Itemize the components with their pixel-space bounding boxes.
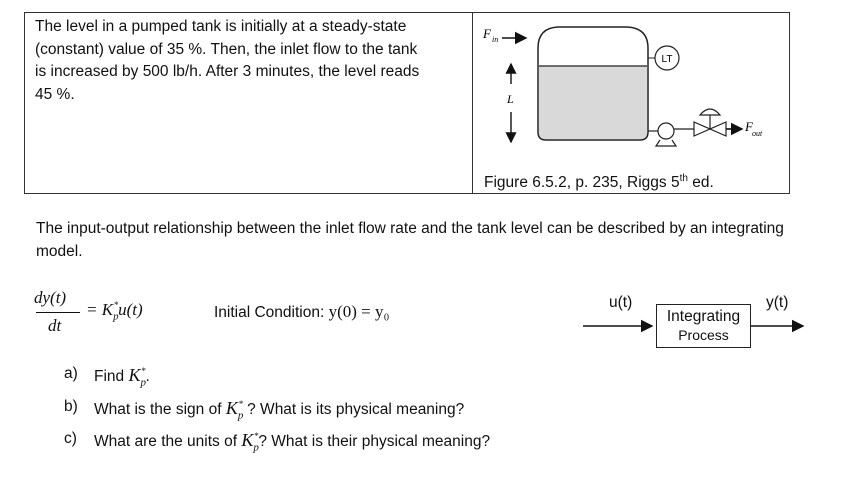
block-input-label: u(t) [609, 294, 633, 311]
block-output-label: y(t) [766, 294, 789, 311]
problem-line: The level in a pumped tank is initially at a steady-state [35, 18, 407, 35]
inlet-flow-sub: in [492, 35, 499, 44]
integrating-process-block [656, 304, 751, 348]
model-description: The input-output relationship between the inlet flow rate and the tank level can be described by an integrating model. [36, 220, 784, 260]
kp-symbol: $K_p^*$ [241, 430, 259, 454]
inlet-flow-label: F [483, 26, 491, 41]
equation-rhs: = $K_p^*u(t)$ [86, 300, 143, 323]
level-label: L [507, 92, 514, 106]
initial-condition: Initial Condition: y(0) = y₀ [214, 302, 390, 321]
problem-line: 45 %. [35, 85, 75, 103]
equation-denominator: dt [48, 316, 62, 335]
problem-line: (constant) value of 35 %. Then, the inlet flow to the tank [35, 40, 418, 58]
figure-caption: Figure 6.5.2, p. 235, Riggs 5th ed. [484, 173, 714, 192]
problem-line: is increased by 500 lb/h. After 3 minutes, the level reads [35, 63, 420, 80]
block-subtitle: Process [678, 327, 729, 343]
block-title: Integrating [666, 308, 741, 325]
kp-symbol: $K_p^*$ [128, 365, 146, 389]
equation-numerator: dy(t) [34, 288, 67, 307]
kp-symbol: $K_p^*$ [225, 398, 244, 422]
outlet-flow-sub: out [752, 129, 763, 138]
outlet-flow-label: F [745, 119, 753, 134]
level-transmitter-label: LT [661, 54, 673, 65]
